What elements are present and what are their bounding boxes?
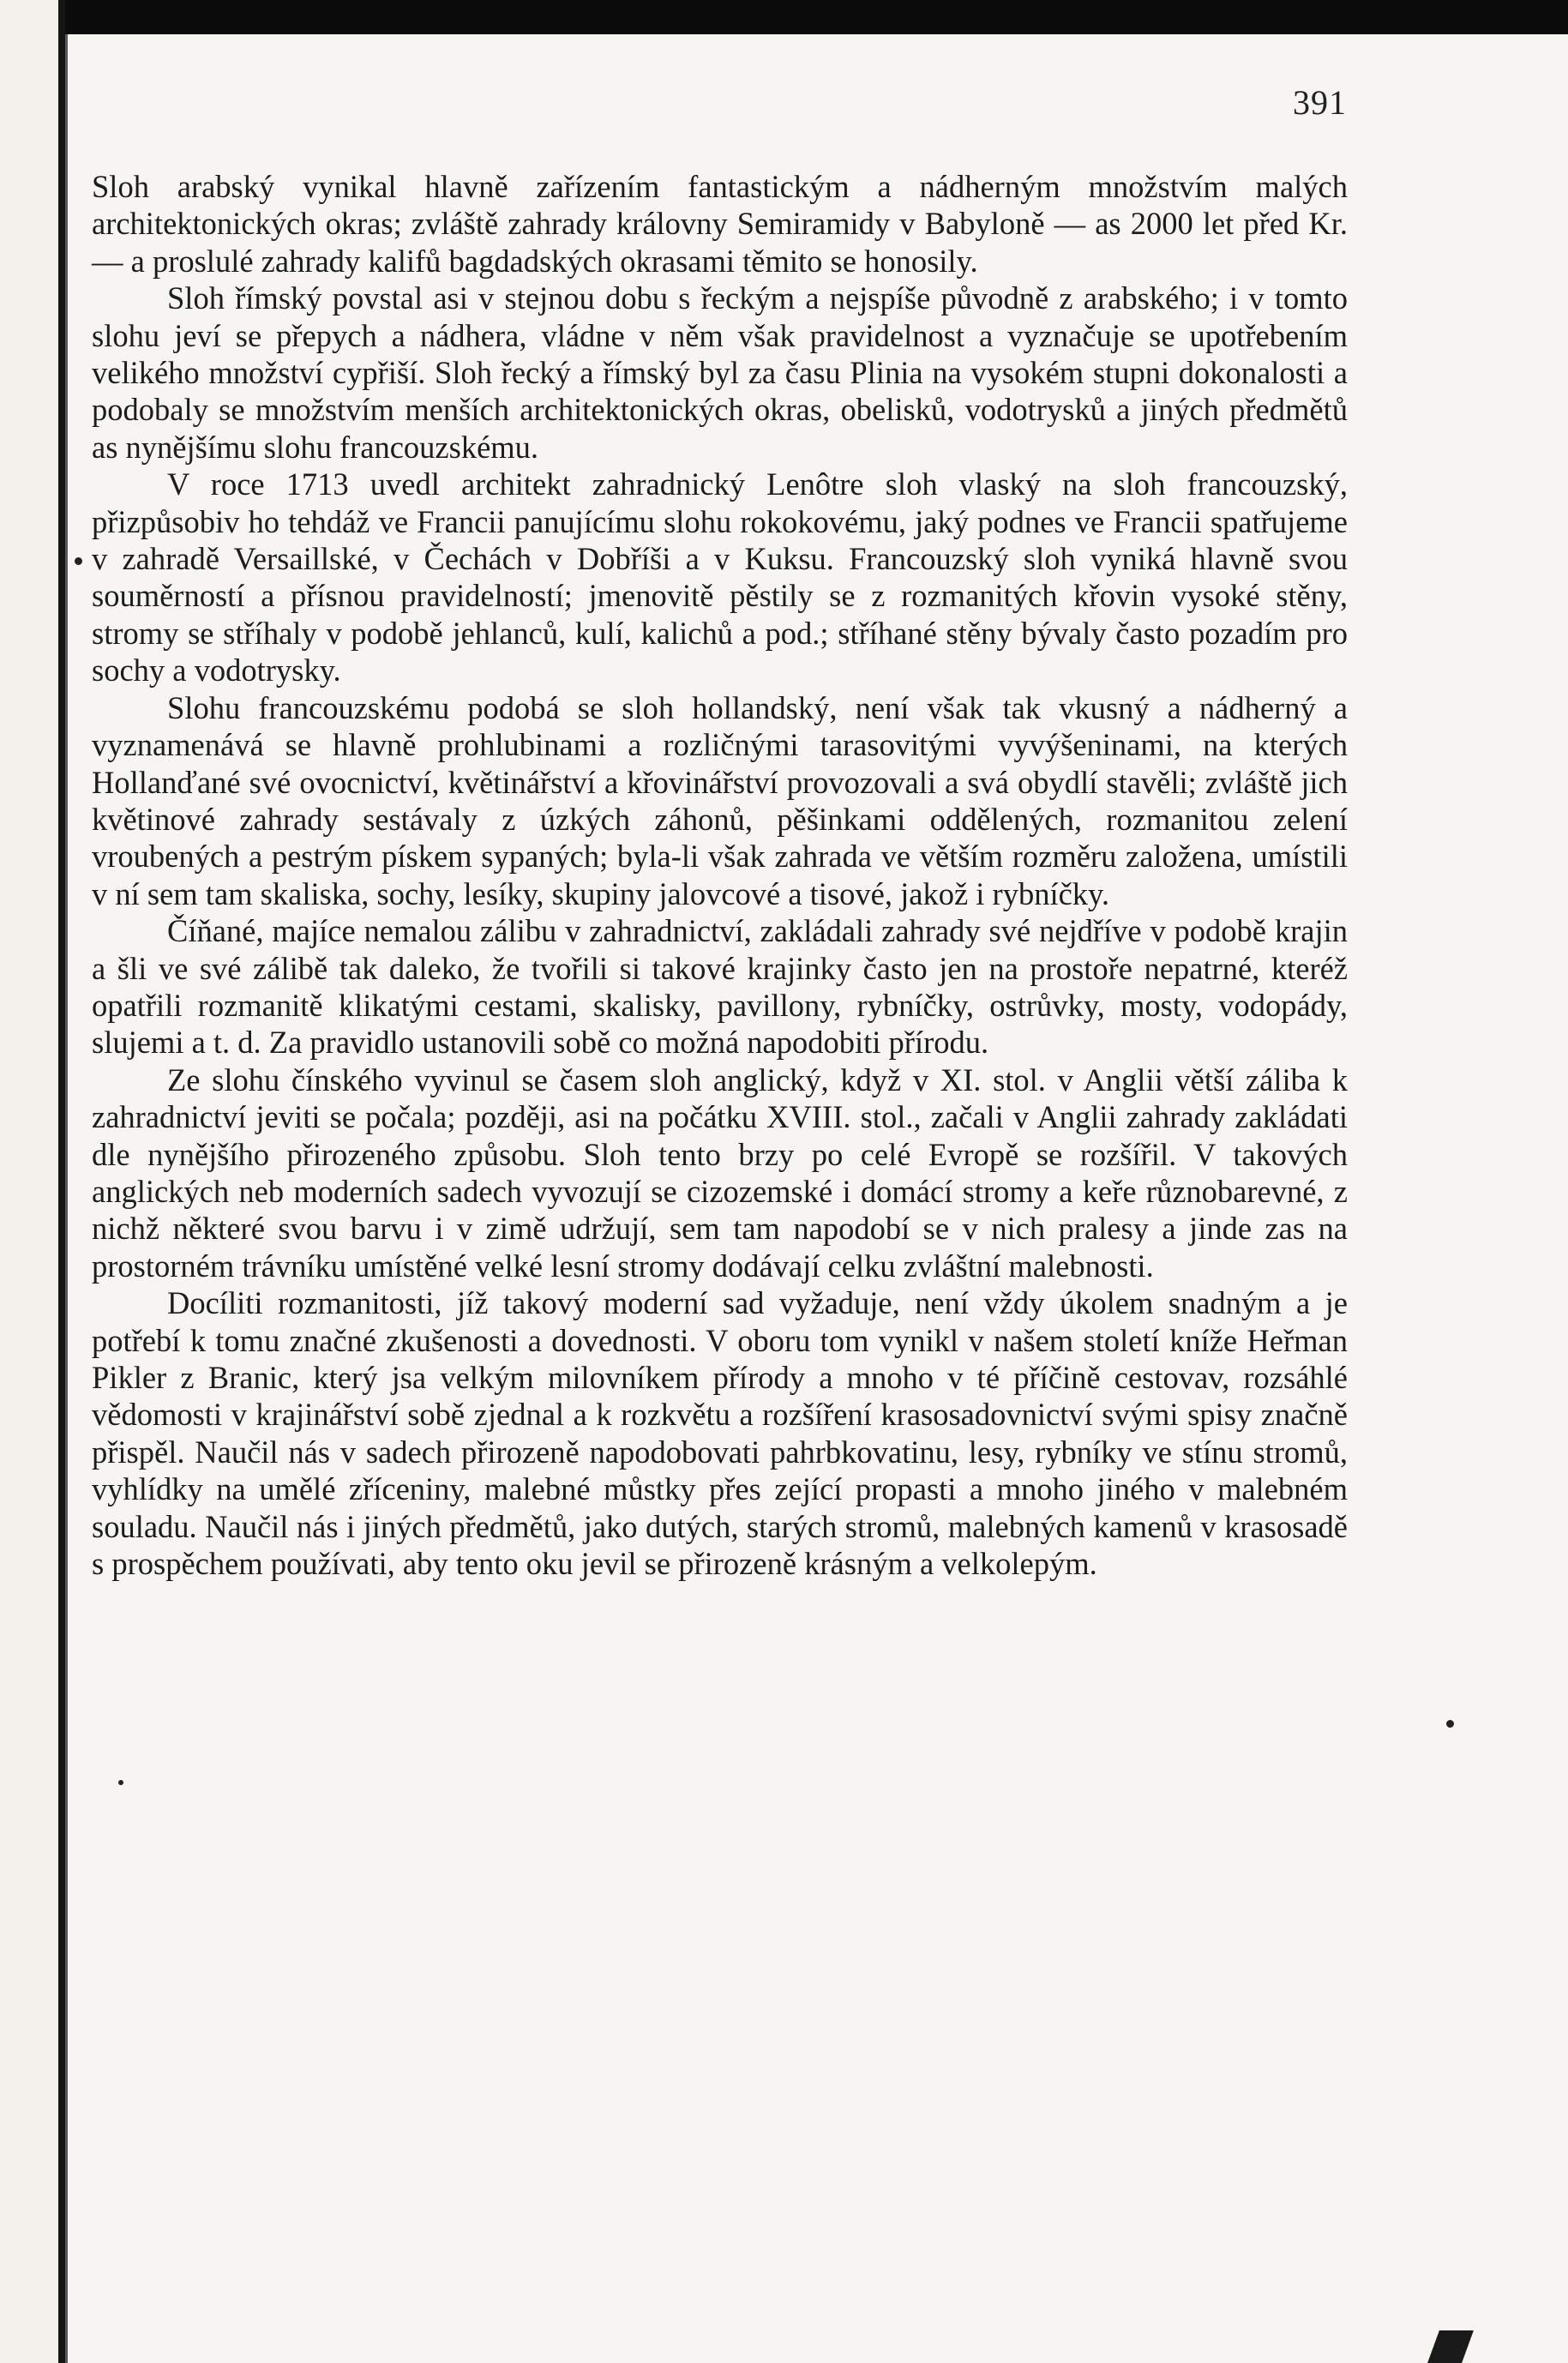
scan-speck [75,557,82,565]
scan-speck [1446,1720,1454,1728]
paragraph-dutch-style: Slohu francouzskému podobá se sloh hollandský, není však tak vkusný a nádherný a vyznamenává se hlavně prohlubinami a rozličnými tarasovitými vyvýšeninami, na kterých Hollanďané své ovocnictví, květinářství a křovinářství provozovali a svá obydlí stavěli; zvláště jich květinové zahrady sestávaly z úzkých záhonů, pěšinkami oddělených, rozmanitou zelení vroubených a pestrým pískem sypaných; byla-li však zahrada ve větším rozměru založena, umístili v ní sem tam skaliska, sochy, lesíky, skupiny jalovcové a tisové, jakož i rybníčky. [92,689,1348,911]
scan-left-margin [0,0,65,2363]
page-number: 391 [1293,83,1347,122]
paragraph-roman-style: Sloh římský povstal asi v stejnou dobu s řeckým a nejspíše původně z arabského; i v tomto slohu jeví se přepych a nádhera, vládne v něm však pravidelnost a vyznačuje se upotřebením velikého množství cypřiší. Sloh řecký a římský byl za času Plinia na vysokém stupni dokonalosti a podobaly se množstvím menších architektonických okras, obelisků, vodotrysků a jiných předmětů as nynějšímu slohu francouzskému. [92,280,1348,465]
paragraph-english-style: Ze slohu čínského vyvinul se časem sloh anglický, když v XI. stol. v Anglii větší záliba k zahradnictví jeviti se počala; později, asi na počátku XVIII. stol., začali v Anglii zahrady zakládati dle nynějšího přirozeného způsobu. Sloh tento brzy po celé Evropě se rozšířil. V takových anglických neb moderních sadech vyvozují se cizozemské i domácí stromy a keře různobarevné, z nichž některé svou barvu i v zimě udržují, sem tam napodobí se v nich pralesy a jinde zas na prostorném trávníku umístěné velké lesní stromy dodávají celku zvláštní malebnosti. [92,1061,1348,1284]
paragraph-french-style: V roce 1713 uvedl architekt zahradnický Lenôtre sloh vlaský na sloh francouzský, přizpůsobiv ho tehdáž ve Francii panujícímu slohu rokokovému, jaký podnes ve Francii spatřujeme v zahradě Versaillské, v Čechách v Dobříši a v Kuksu. Francouzský sloh vyniká hlavně svou souměrností a přísnou pravidelností; jmenovitě pěstily se z rozmanitých křovin vysoké stěny, stromy se stříhaly v podobě jehlanců, kulí, kalichů a pod.; stříhané stěny bývaly často pozadím pro sochy a vodotrysky. [92,466,1348,688]
paragraph-chinese-style: Číňané, majíce nemalou zálibu v zahradnictví, zakládali zahrady své nejdříve v podobě krajin a šli ve své zálibě tak daleko, že tvořili si takové krajinky často jen na prostoře nepatrné, kteréž opatřili rozmanitě klikatými cestami, skalisky, pavillony, rybníčky, ostrůvky, mosty, vodopády, slujemi a t. d. Za pravidlo ustanovili sobě co možná napodobiti přírodu. [92,913,1348,1061]
scan-speck [118,1780,123,1785]
body-text [92,168,1348,1582]
paragraph-arabic-style: Sloh arabský vynikal hlavně zařízením fantastickým a nádherným množstvím malých architektonických okras; zvláště zahrady královny Semiramidy v Babyloně — as 2000 let před Kr. — a proslulé zahrady kalifů bagdadských okrasami těmito se honosily. [92,169,1348,279]
paragraph-modern-park: Docíliti rozmanitosti, jíž takový moderní sad vyžaduje, není vždy úkolem snadným a je potřebí k tomu značné zkušenosti a dovednosti. V oboru tom vynikl v našem století kníže Heřman Pikler z Branic, který jsa velkým milovníkem přírody a mnoho v té příčině cestovav, rozsáhlé vědomosti v krajinářství sobě zjednal a k rozkvětu a rozšíření krasosadovnictví svými spisy značně přispěl. Naučil nás v sadech přirozeně napodobovati pahrbkovatinu, lesy, rybníky ve stínu stromů, vyhlídky na umělé zříceniny, malebné můstky přes zející propasti a mnoho jiného v malebném souladu. Naučil nás i jiných předmětů, jako dutých, starých stromů, malebných kamenů v krasosadě s prospěchem používati, aby tento oku jevil se přirozeně krásným a velkolepým. [92,1285,1348,1582]
